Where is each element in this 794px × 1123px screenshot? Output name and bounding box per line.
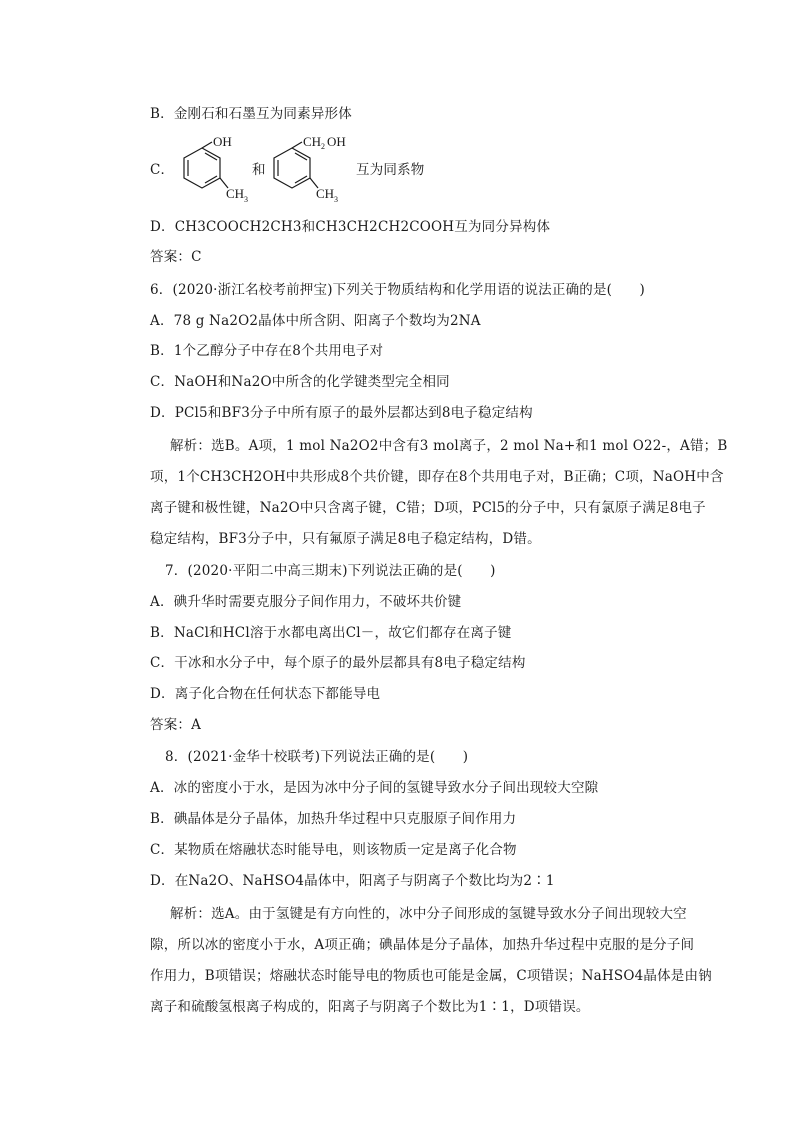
q7-option-d: D．离子化合物在任何状态下都能导电 [150, 686, 381, 702]
q5-option-d: D．CH3COOCH2CH3和CH3CH2CH2COOH互为同分异构体 [150, 219, 551, 235]
q6-option-d: D．PCl5和BF3分子中所有原子的最外层都达到8电子稳定结构 [150, 405, 533, 421]
q8-option-a: A．冰的密度小于水，是因为冰中分子间的氢键导致水分子间出现较大空隙 [150, 780, 599, 796]
mol2-ch3-sub: 3 [334, 195, 338, 204]
mol2-ch2oh: CH [303, 134, 322, 149]
mol1-ch3: CH [226, 186, 245, 201]
structure-o-cresol [172, 134, 252, 204]
q8-explanation-2: 隙，所以冰的密度小于水，A项正确；碘晶体是分子晶体，加热升华过程中克服的是分子间 [150, 937, 695, 953]
q5-option-c-prefix: C． [150, 162, 175, 178]
q5-answer: 答案：C [150, 249, 202, 265]
mol1-ch3-sub: 3 [244, 195, 248, 204]
q6-option-c: C．NaOH和Na2O中所含的化学键类型完全相同 [150, 374, 450, 390]
q6-option-b: B．1个乙醇分子中存在8个共用电子对 [150, 343, 384, 359]
mol2-ch2oh-oh: OH [327, 134, 346, 149]
q5-option-c-suffix: 互为同系物 [356, 162, 425, 178]
structure-methylbenzyl-alcohol [262, 134, 362, 204]
q8-stem: 8．(2021·金华十校联考)下列说法正确的是( ) [165, 749, 469, 765]
q8-explanation-4: 离子和硫酸氢根离子构成的，阳离子与阴离子个数比为1∶1，D项错误。 [150, 999, 590, 1015]
q8-option-d: D．在Na2O、NaHSO4晶体中，阳离子与阴离子个数比均为2∶1 [150, 873, 555, 889]
q7-option-a: A．碘升华时需要克服分子间作用力，不破坏共价键 [150, 594, 462, 610]
q8-option-c: C．某物质在熔融状态时能导电，则该物质一定是离子化合物 [150, 842, 517, 858]
q5-and: 和 [252, 162, 266, 178]
q6-explanation-1: 解析：选B。A项，1 mol Na2O2中含有3 mol离子，2 mol Na+和1 mol O22-，A错；B [170, 438, 728, 454]
q8-explanation-3: 作用力，B项错误；熔融状态时能导电的物质也可能是金属，C项错误；NaHSO4晶体是由钠 [150, 968, 712, 984]
q8-explanation-1: 解析：选A。由于氢键是有方向性的，冰中分子间形成的氢键导致水分子间出现较大空 [170, 906, 687, 922]
q6-explanation-4: 稳定结构，BF3分子中，只有氟原子满足8电子稳定结构，D错。 [150, 531, 541, 547]
q7-stem: 7．(2020·平阳二中高三期末)下列说法正确的是( ) [165, 563, 496, 579]
mol1-oh: OH [213, 134, 232, 149]
q6-explanation-3: 离子键和极性键，Na2O中只含离子键，C错；D项，PCl5的分子中，只有氯原子满足8电子 [150, 500, 706, 516]
q7-option-b: B．NaCl和HCl溶于水都电离出Cl－，故它们都存在离子键 [150, 625, 512, 641]
q7-answer: 答案：A [150, 717, 202, 733]
q6-explanation-2: 项，1个CH3CH2OH中共形成8个共价键，即存在8个共用电子对，B正确；C项，NaOH中含 [150, 469, 724, 485]
mol2-ch2oh-sub: 2 [321, 142, 325, 151]
q6-stem: 6．(2020·浙江名校考前押宝)下列关于物质结构和化学用语的说法正确的是( ) [150, 282, 646, 298]
q8-option-b: B．碘晶体是分子晶体，加热升华过程中只克服原子间作用力 [150, 811, 517, 827]
mol2-ch3: CH [316, 186, 335, 201]
q6-option-a: A．78 g Na2O2晶体中所含阴、阳离子个数均为2NA [150, 313, 481, 329]
q7-option-c: C．干冰和水分子中，每个原子的最外层都具有8电子稳定结构 [150, 655, 526, 671]
q5-option-b: B．金刚石和石墨互为同素异形体 [150, 106, 352, 122]
